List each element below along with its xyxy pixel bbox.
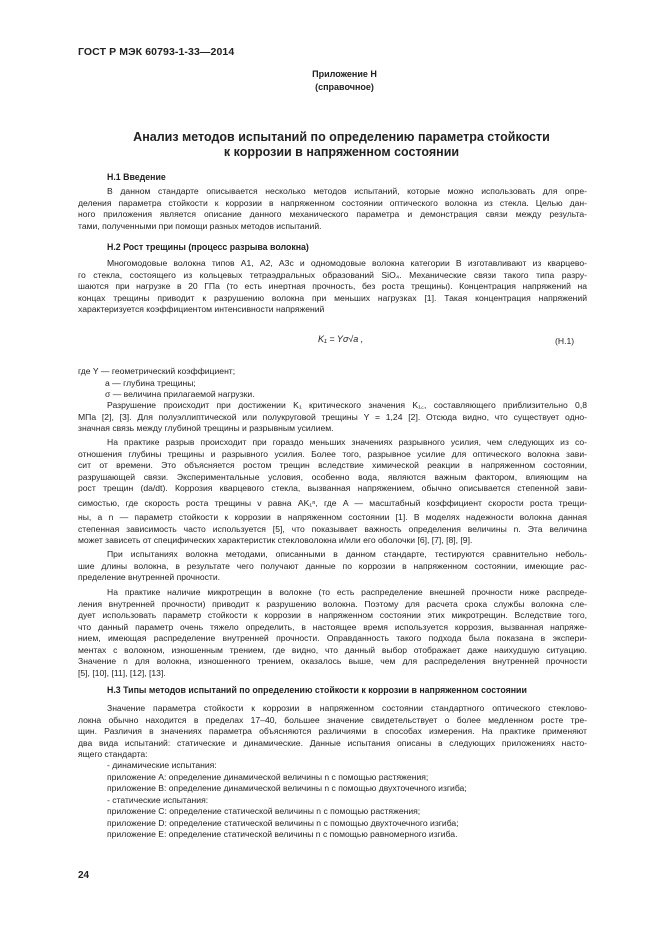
text-line: характеризуется коэффициентом интенсивности напряжений bbox=[78, 304, 325, 314]
list-item: приложение В: определение динамической величины n с помощью двухточечного изгиба; bbox=[107, 783, 467, 793]
text-line: симостью, где скорость роста трещины v равна AK₁ⁿ, где A — масштабный коэффициент скорости роста трещи- bbox=[78, 497, 587, 508]
paragraph-crack-growth bbox=[78, 258, 587, 316]
list-item: - динамические испытания: bbox=[107, 760, 217, 770]
annex-title: Приложение Н bbox=[312, 69, 377, 79]
paragraph-intro bbox=[78, 186, 587, 232]
paragraph-practice bbox=[78, 437, 587, 547]
text-line: степенная зависимость часто используется [5], что показывает важность определения величины n. Эта величина bbox=[78, 523, 587, 534]
text-line: деления параметра стойкости к коррозии в напряженном состоянии оптического волокна из стекла. Целью дан- bbox=[78, 197, 587, 208]
paragraph-test-types bbox=[78, 703, 587, 761]
text-line: нием, имеющая распределение внутренней прочности. Оправданность такого подхода была показана в экспери- bbox=[78, 633, 587, 643]
text-line: На практике наличие микротрещин в волокне (то есть распределение внешней прочности ниже распреде- bbox=[107, 587, 587, 597]
text-line: дует использовать параметр стойкости к коррозии в напряженном состоянии этих микротрещин. Вследствие того, bbox=[78, 610, 587, 620]
text-line: может зависеть от специфических характеристик стекловолокна и/или его оболочки [6], [7], [8], [9]. bbox=[78, 535, 473, 545]
section-heading-h2: Н.2 Рост трещины (процесс разрыва волокна) bbox=[107, 242, 309, 252]
annex-list bbox=[107, 760, 467, 841]
list-item: приложение D: определение статической величины n с помощью двухточечного изгиба; bbox=[107, 817, 459, 828]
text-line: ментах с волокном, изношенным трением, где видно, что данный выбор отображает даже наихудшую ситуацию. bbox=[78, 644, 587, 655]
text-line: шаются при нагрузке в 20 ГПа (то есть инертная прочность, без роста трещины). Концентрация напряжений на bbox=[78, 281, 587, 291]
text-line: ного приложения является описание данного механического параметра и демонстрация связи между результа- bbox=[78, 209, 587, 219]
annex-type: (справочное) bbox=[315, 81, 374, 92]
where-line: где Y — геометрический коэффициент; bbox=[78, 366, 236, 376]
where-line: a — глубина трещины; bbox=[105, 377, 196, 388]
text-line: разрушающей связи. Экспериментальные условия, особенно вода, являются важным фактором, влияющим на bbox=[78, 471, 587, 482]
text-line: шие длины волокна, в результате чего получают данные по коррозии в напряженном состоянии, имеющие рас- bbox=[78, 560, 587, 571]
list-item: приложение С: определение статической величины n с помощью растяжения; bbox=[107, 806, 421, 816]
text-line: ления внутренней прочности) приводит к разрушению волокна. Поэтому для расчета срока службы волокна сле- bbox=[78, 598, 587, 609]
document-header: ГОСТ Р МЭК 60793-1-33—2014 bbox=[78, 46, 235, 58]
text-line: В данном стандарте описывается несколько методов испытаний, которые можно использовать для опре- bbox=[107, 186, 587, 196]
list-item: приложение Е: определение статической величины n с помощью равномерного изгиба. bbox=[107, 829, 458, 839]
text-line: рост трещин (da/dt). Коррозия кварцевого стекла, вызванная напряжением, обычно описывается степенной зави- bbox=[78, 483, 587, 493]
page-title bbox=[0, 130, 661, 160]
text-line: сит от времени. Это объясняется ростом трещин вследствие химической реакции в напряженном состоянии, bbox=[78, 460, 587, 470]
section-heading-h3: Н.3 Типы методов испытаний по определению стойкости к коррозии в напряженном состоянии bbox=[107, 685, 527, 695]
text-line: МПа [2], [3]. Для полуэллиптической или полукруговой трещины Y = 1,24 [2]. Отсюда видно, что существует одно- bbox=[78, 411, 587, 422]
text-line: го стекла, состоящего из кольцевых тетраэдральных образований SiO₄. Механические связи такого типа разру- bbox=[78, 269, 587, 280]
text-line: На практике разрыв происходит при гораздо меньших значениях разрывного усилия, чем следующих из со- bbox=[107, 437, 587, 447]
formula-h1: K₁ = Yσ√a , bbox=[318, 334, 364, 344]
paragraph-fracture bbox=[78, 400, 587, 435]
text-line: Значение параметра стойкости к коррозии в напряженном состоянии стандартного оптического стеклово- bbox=[107, 703, 587, 713]
text-line: пределение внутренней прочности. bbox=[78, 572, 221, 582]
text-line: Значение n для волокна, изношенного трением, оказалось выше, чем для распределения внутренней прочности bbox=[78, 656, 587, 666]
text-line: значная связь между глубиной трещины и разрывным усилием. bbox=[78, 423, 334, 433]
text-line: отношения глубины трещины и разрывного усилия. Более того, разрывное усилие для оптического волокна зави- bbox=[78, 448, 587, 459]
where-block bbox=[78, 366, 587, 401]
formula-number: (Н.1) bbox=[555, 336, 575, 346]
text-line: щин. Различия в значениях параметра объясняются различиями в способах измерения. На практике применяют bbox=[78, 726, 587, 736]
text-line: тами, полученными при помощи разных методов испытаний. bbox=[78, 220, 322, 231]
text-line: ны, а n — параметр стойкости к коррозии в напряженном состоянии [1]. В моделях надежности волокна данная bbox=[78, 512, 587, 522]
text-line: концах трещины приводит к разрушению волокна при меньших нагрузках [1]. Такая концентрация напряжений bbox=[78, 292, 587, 303]
text-line: Разрушение происходит при достижении K₁ критического значения K₁꜀, составляющего приблизительно 0,8 bbox=[107, 400, 587, 410]
paragraph-tests bbox=[78, 549, 587, 584]
text-line: [5], [10], [11], [12], [13]. bbox=[78, 667, 166, 678]
where-line: σ — величина прилагаемой нагрузки. bbox=[105, 389, 255, 399]
list-item: приложение А: определение динамической величины n с помощью растяжения; bbox=[107, 771, 429, 782]
annex-label bbox=[0, 68, 661, 93]
text-line: два вида испытаний: статические и динамические. Данные испытания описаны в следующих приложениях насто- bbox=[78, 737, 587, 748]
title-line-2: к коррозии в напряженном состоянии bbox=[223, 145, 460, 159]
section-heading-h1: Н.1 Введение bbox=[107, 172, 166, 182]
text-line: локна обычно находится в пределах 17–40, большее значение свидетельствует о более медленном росте тре- bbox=[78, 714, 587, 725]
page-number: 24 bbox=[78, 870, 90, 881]
text-line: ящего стандарта: bbox=[78, 749, 148, 759]
text-line: что данный параметр очень тяжело определить, в настоящее время используется коррозия, вызванная напряже- bbox=[78, 621, 587, 632]
paragraph-microcracks bbox=[78, 587, 587, 679]
list-item: - статические испытания: bbox=[107, 794, 209, 805]
text-line: При испытаниях волокна методами, описанными в данном стандарте, тестируются сравнительно неболь- bbox=[107, 549, 587, 559]
text-line: Многомодовые волокна типов А1, А2, А3с и одномодовые волокна категории В изготавливают из кварцево- bbox=[107, 258, 587, 268]
title-line-1: Анализ методов испытаний по определению параметра стойкости bbox=[133, 130, 550, 144]
